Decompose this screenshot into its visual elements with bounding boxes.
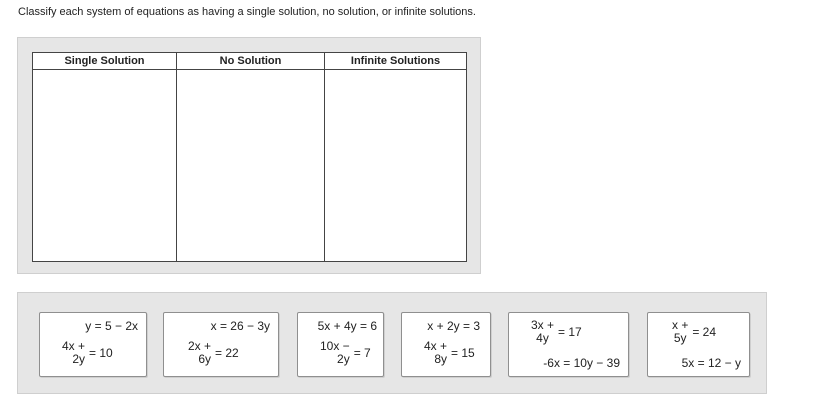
card-3-eq2-rhs: = 7 [353, 346, 371, 360]
drop-zone-infinite-solutions[interactable] [325, 70, 466, 261]
card-3-equation-2 [320, 340, 371, 366]
card-1-eq2-bottom: 2y [72, 352, 86, 366]
instruction-text: Classify each system of equations as having a single solution, no solution, or infinite solutions. [18, 6, 476, 18]
card-5-equation-1 [531, 319, 582, 345]
equation-card-2[interactable] [163, 312, 279, 377]
card-6-equation-1 [672, 319, 716, 345]
card-4-equation-2 [424, 340, 475, 366]
card-4-equation-1: x + 2y = 3 [427, 319, 480, 333]
equation-card-1[interactable] [39, 312, 147, 377]
card-6-eq1-top: x + [672, 318, 689, 332]
column-infinite-solutions[interactable] [325, 53, 466, 261]
column-header-infinite-solutions: Infinite Solutions [325, 53, 466, 70]
drop-zone-single-solution[interactable] [33, 70, 176, 261]
equation-card-4[interactable] [401, 312, 491, 377]
answer-bank [17, 292, 767, 394]
card-5-equation-2: -6x = 10y − 39 [543, 356, 620, 370]
column-header-no-solution: No Solution [177, 53, 324, 70]
drop-zone-no-solution[interactable] [177, 70, 324, 261]
card-1-eq2-rhs: = 10 [89, 346, 113, 360]
column-header-single-solution: Single Solution [33, 53, 176, 70]
card-2-equation-1: x = 26 − 3y [210, 319, 270, 333]
card-2-eq2-bottom: 6y [198, 352, 212, 366]
card-1-eq2-top: 4x + [62, 339, 86, 353]
classification-table [32, 52, 467, 262]
card-6-eq1-rhs: = 24 [692, 325, 717, 339]
card-2-eq2-top: 2x + [188, 339, 212, 353]
card-4-eq2-top: 4x + [424, 339, 448, 353]
equation-card-6[interactable] [647, 312, 750, 377]
card-1-equation-2 [62, 340, 113, 366]
card-2-equation-2 [188, 340, 239, 366]
card-5-eq1-rhs: = 17 [558, 325, 582, 339]
card-5-eq1-bottom: 4y [536, 331, 549, 345]
card-4-eq2-rhs: = 15 [451, 346, 475, 360]
card-3-eq2-bottom: 2y [337, 352, 350, 366]
equation-card-5[interactable] [508, 312, 629, 377]
card-5-eq1-top: 3x + [531, 318, 555, 332]
card-3-eq2-top: 10x − [320, 339, 350, 353]
card-6-eq1-bottom: 5y [673, 331, 687, 345]
equation-card-3[interactable] [297, 312, 384, 377]
card-1-equation-1: y = 5 − 2x [85, 319, 138, 333]
classification-drop-area [17, 37, 481, 274]
column-no-solution[interactable] [177, 53, 325, 261]
column-single-solution[interactable] [33, 53, 177, 261]
card-4-eq2-bottom: 8y [434, 352, 448, 366]
card-2-eq2-rhs: = 22 [215, 346, 239, 360]
card-3-equation-1: 5x + 4y = 6 [317, 319, 377, 333]
card-6-equation-2: 5x = 12 − y [681, 356, 741, 370]
